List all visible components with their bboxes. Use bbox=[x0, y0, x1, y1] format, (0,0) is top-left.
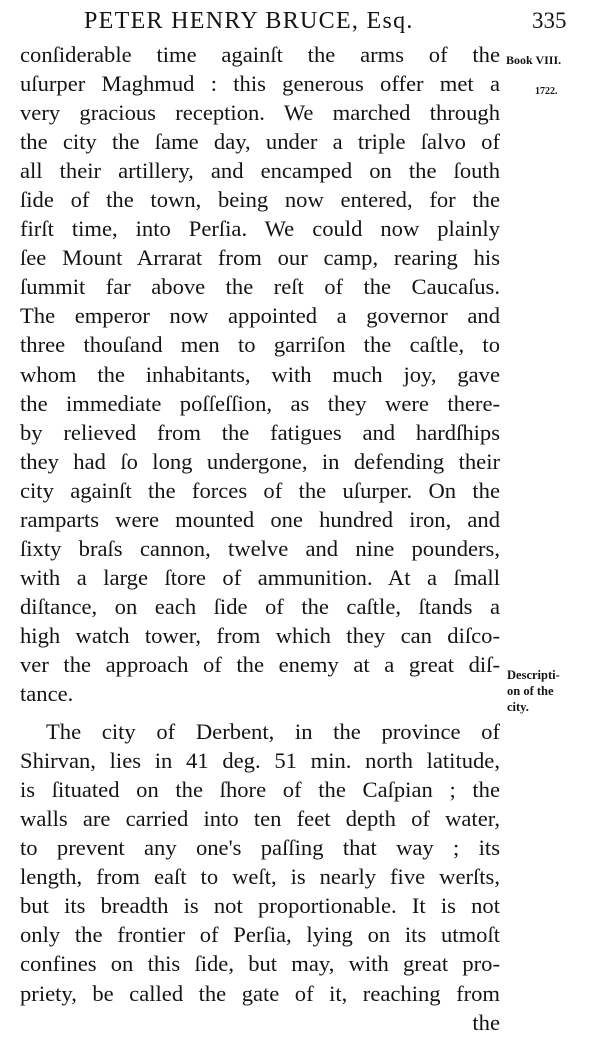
paragraph bbox=[20, 717, 500, 1037]
margin-note-line: city. bbox=[507, 700, 529, 714]
text-line: whom the inhabitants, with much joy, gave bbox=[20, 361, 500, 387]
text-line: priety, be called the gate of it, reaching from bbox=[20, 980, 500, 1006]
text-line: uſurper Maghmud : this generous offer met a bbox=[20, 71, 500, 97]
margin-note-line: Descripti- bbox=[507, 668, 560, 682]
text-line: all their artillery, and encamped on the ſouth bbox=[20, 158, 500, 184]
text-line: with a large ſtore of ammunition. At a ſmall bbox=[20, 564, 500, 590]
margin-note-description bbox=[507, 667, 560, 715]
text-line: ramparts were mounted one hundred iron, and bbox=[20, 506, 500, 532]
margin-note-line: on of the bbox=[507, 684, 554, 698]
text-line: high watch tower, from which they can diſco- bbox=[20, 622, 500, 648]
text-line: length, from eaſt to weſt, is nearly five werſts, bbox=[20, 864, 500, 890]
text-line: tance. bbox=[20, 681, 74, 707]
text-line: only the frontier of Perſia, lying on its utmoſt bbox=[20, 922, 500, 948]
text-line: firſt time, into Perſia. We could now plainly bbox=[20, 216, 500, 242]
text-line: ver the approach of the enemy at a great diſ- bbox=[20, 651, 500, 677]
text-line: city againſt the forces of the uſurper. On the bbox=[20, 477, 500, 503]
paragraph-gap bbox=[20, 708, 500, 717]
text-line: they had ſo long undergone, in defending their bbox=[20, 448, 500, 474]
text-line: ſixty braſs cannon, twelve and nine pounders, bbox=[20, 535, 500, 561]
text-line: three thouſand men to garriſon the caſtle, to bbox=[20, 332, 500, 358]
text-line: but its breadth is not proportionable. It is not bbox=[20, 893, 500, 919]
catchword: the bbox=[472, 1009, 500, 1035]
text-line: walls are carried into ten feet depth of water, bbox=[20, 806, 500, 832]
running-head-title: PETER HENRY BRUCE, Esq. bbox=[84, 8, 414, 34]
text-line: The city of Derbent, in the province of bbox=[46, 719, 500, 745]
text-line: the city the ſame day, under a triple ſalvo of bbox=[20, 129, 500, 155]
margin-note-year: 1722. bbox=[535, 86, 558, 97]
text-line: is ſituated on the ſhore of the Caſpian ; the bbox=[20, 777, 500, 803]
text-line: ſee Mount Arrarat from our camp, rearing his bbox=[20, 245, 500, 271]
text-line: conſiderable time againſt the arms of the bbox=[20, 42, 500, 67]
text-line: by relieved from the fatigues and hardſhips bbox=[20, 419, 500, 445]
text-line: ſide of the town, being now entered, for the bbox=[20, 187, 500, 213]
text-line: to prevent any one's paſſing that way ; its bbox=[20, 835, 500, 861]
text-line: the immediate poſſeſſion, as they were there- bbox=[20, 390, 500, 416]
running-head bbox=[0, 6, 594, 40]
text-line: very gracious reception. We marched through bbox=[20, 100, 500, 126]
body-text bbox=[20, 40, 500, 1037]
text-line: ſummit far above the reſt of the Caucaſus. bbox=[20, 274, 500, 300]
text-line: confines on this ſide, but may, with great pro- bbox=[20, 951, 500, 977]
text-line: diſtance, on each ſide of the caſtle, ſtands a bbox=[20, 593, 500, 619]
margin-note-book: Book VIII. bbox=[506, 53, 562, 67]
page-number: 335 bbox=[532, 8, 567, 33]
text-line: The emperor now appointed a governor and bbox=[20, 303, 500, 329]
text-line: Shirvan, lies in 41 deg. 51 min. north latitude, bbox=[20, 748, 500, 774]
paragraph bbox=[20, 40, 500, 708]
